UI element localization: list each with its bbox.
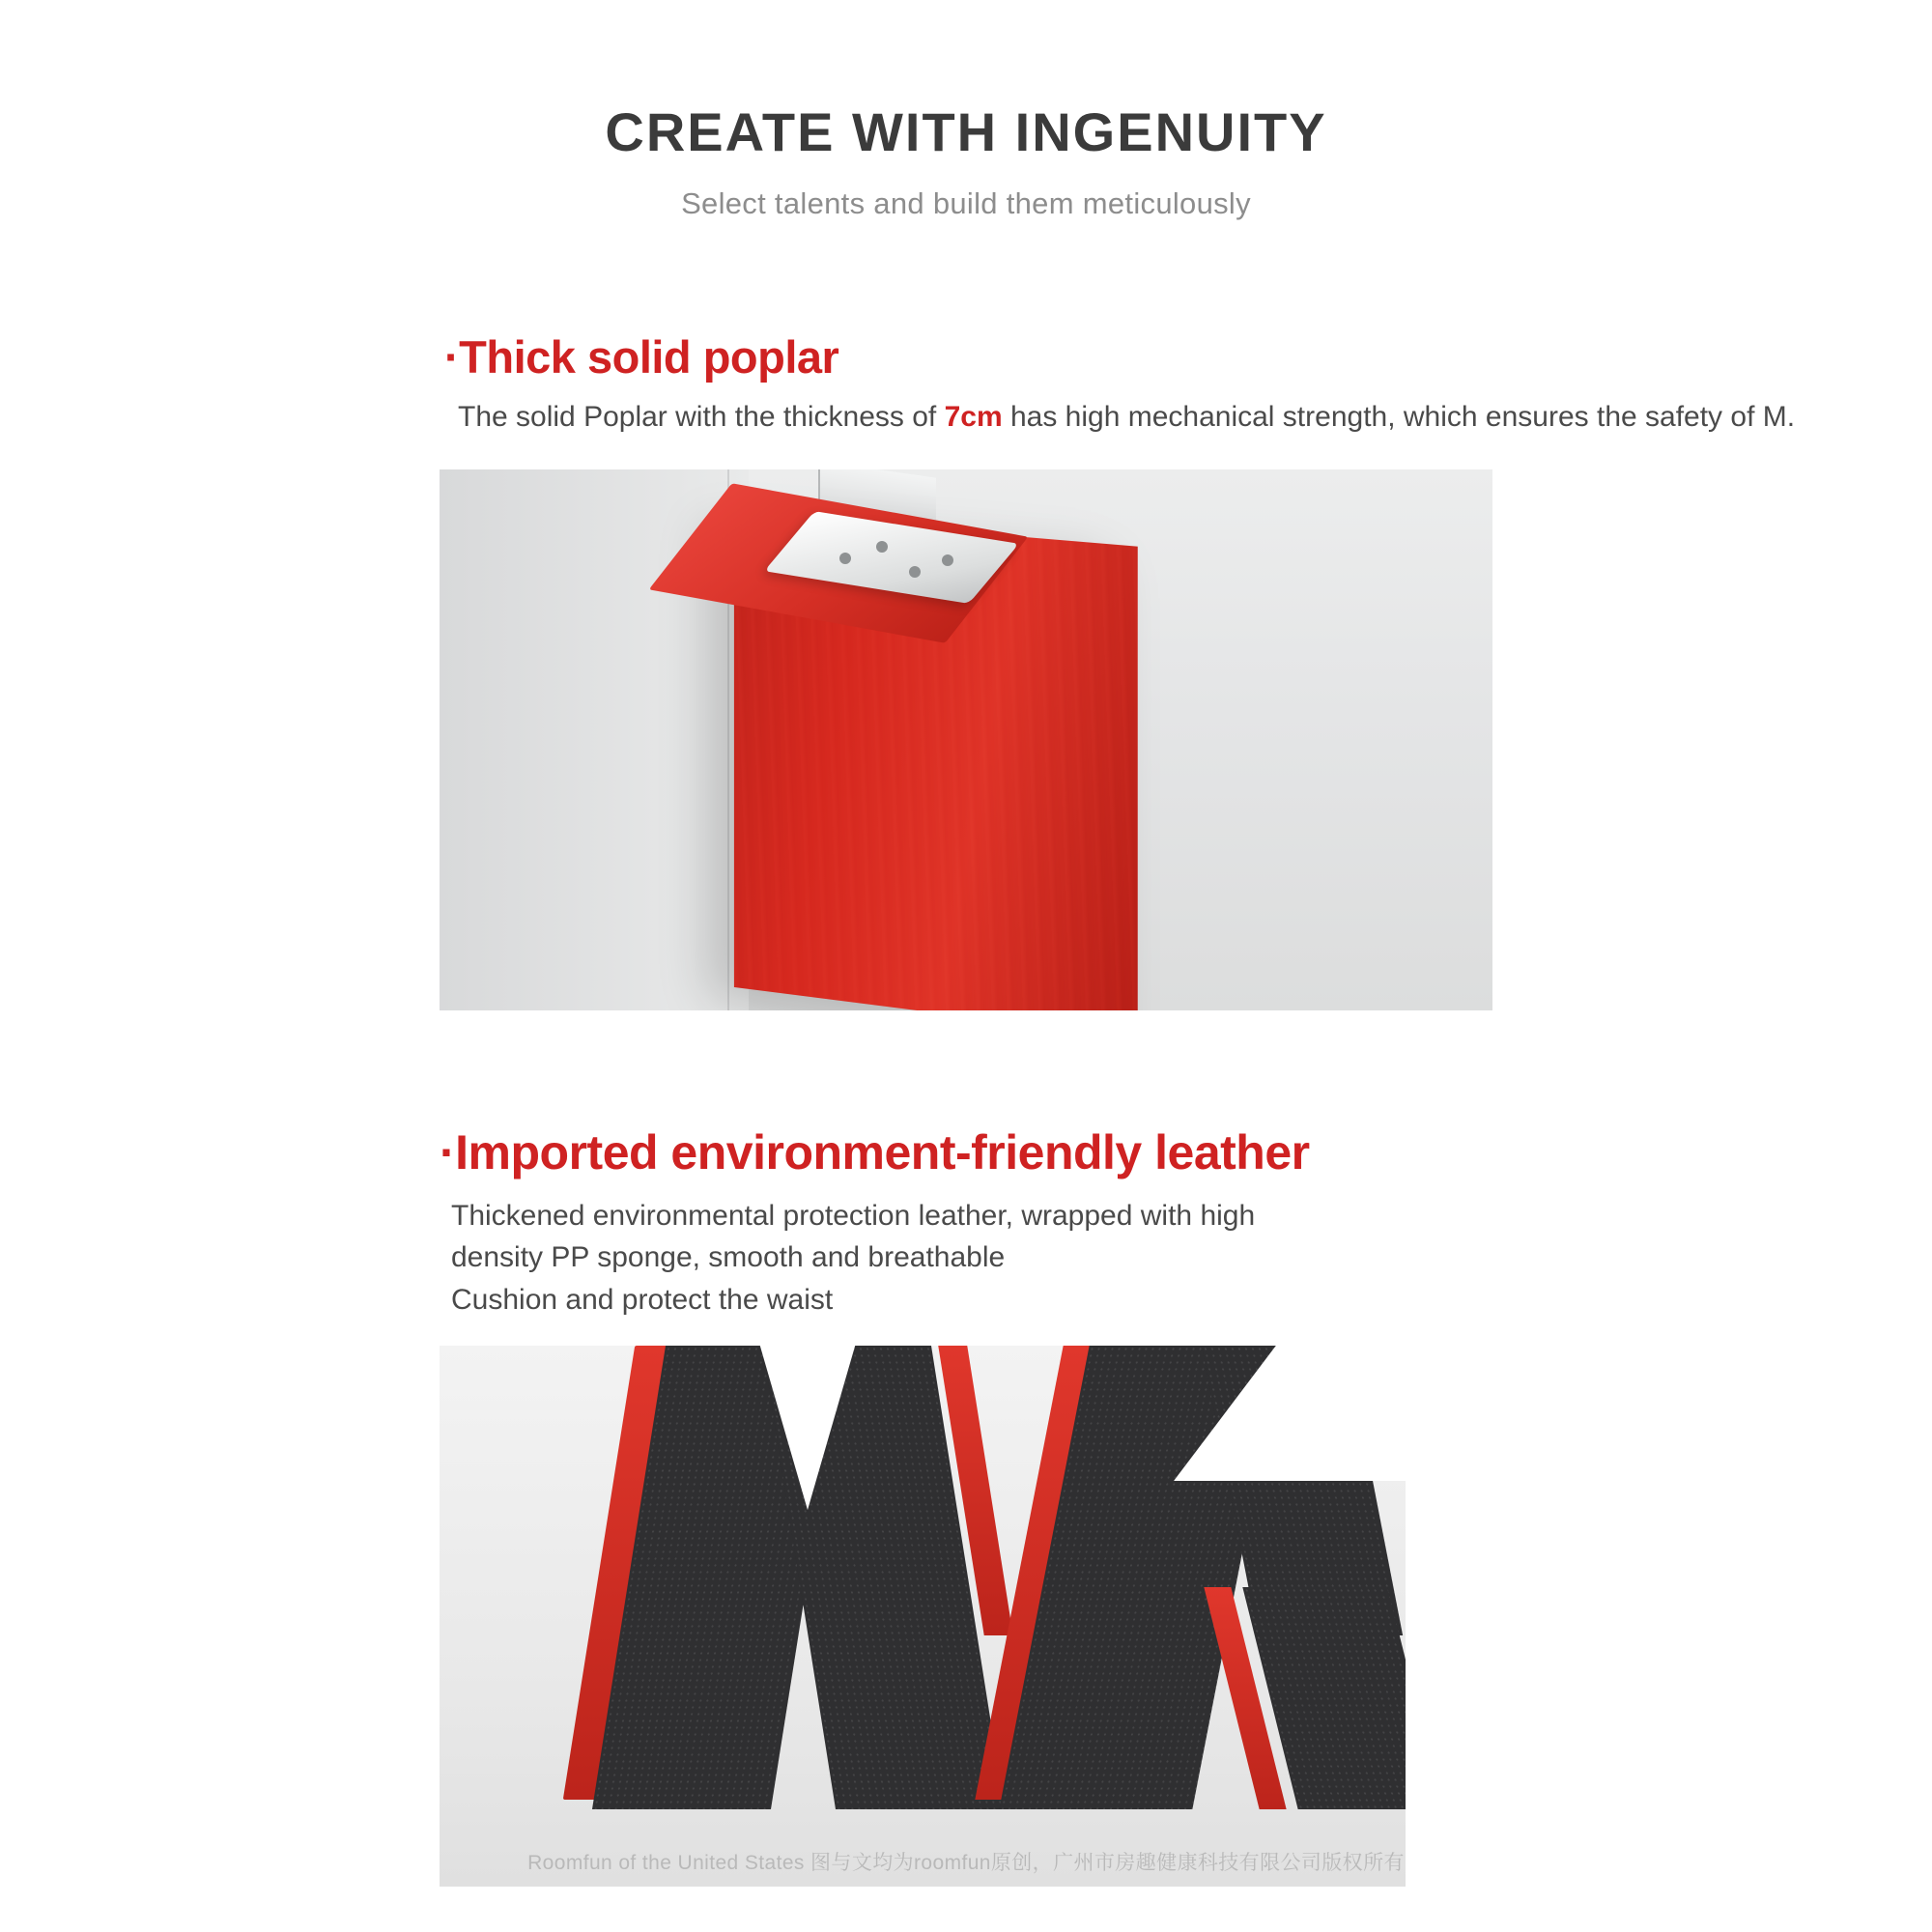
section-1-body [444,396,1932,439]
page-subtitle: Select talents and build them meticulously [681,186,1251,221]
plate-hole-icon [942,554,953,566]
section-2-body-line-2: density PP sponge, smooth and breathable [451,1241,1006,1274]
section-2-body [440,1195,1932,1321]
background-cutout-right [1406,1346,1492,1887]
section-2-body-line-1: Thickened environmental protection leather, wrapped with high [451,1199,1256,1232]
page-title: CREATE WITH INGENUITY [605,101,1327,162]
section-imported-leather [0,1126,1932,1321]
section-1-heading: ·Thick solid poplar [444,331,839,384]
section-1-body-suffix: has high mechanical strength, which ensures the safety of M. [1002,401,1796,434]
poplar-block-photo [440,469,1492,1010]
copyright-footer: Roomfun of the United States 图与文均为roomfun原创，广州市房趣健康科技有限公司版权所有 [527,1852,1405,1874]
plate-hole-icon [876,541,888,553]
leather-frame-photo [440,1346,1492,1887]
section-thick-solid-poplar [0,332,1932,438]
section-1-body-prefix: The solid Poplar with the thickness of [458,401,945,434]
plate-hole-icon [839,553,851,564]
section-2-heading: ·Imported environment-friendly leather [440,1124,1310,1179]
plate-hole-icon [909,566,921,578]
section-2-body-line-3: Cushion and protect the waist [451,1283,834,1316]
section-1-highlight: 7cm [944,401,1003,434]
page-header [0,0,1932,221]
